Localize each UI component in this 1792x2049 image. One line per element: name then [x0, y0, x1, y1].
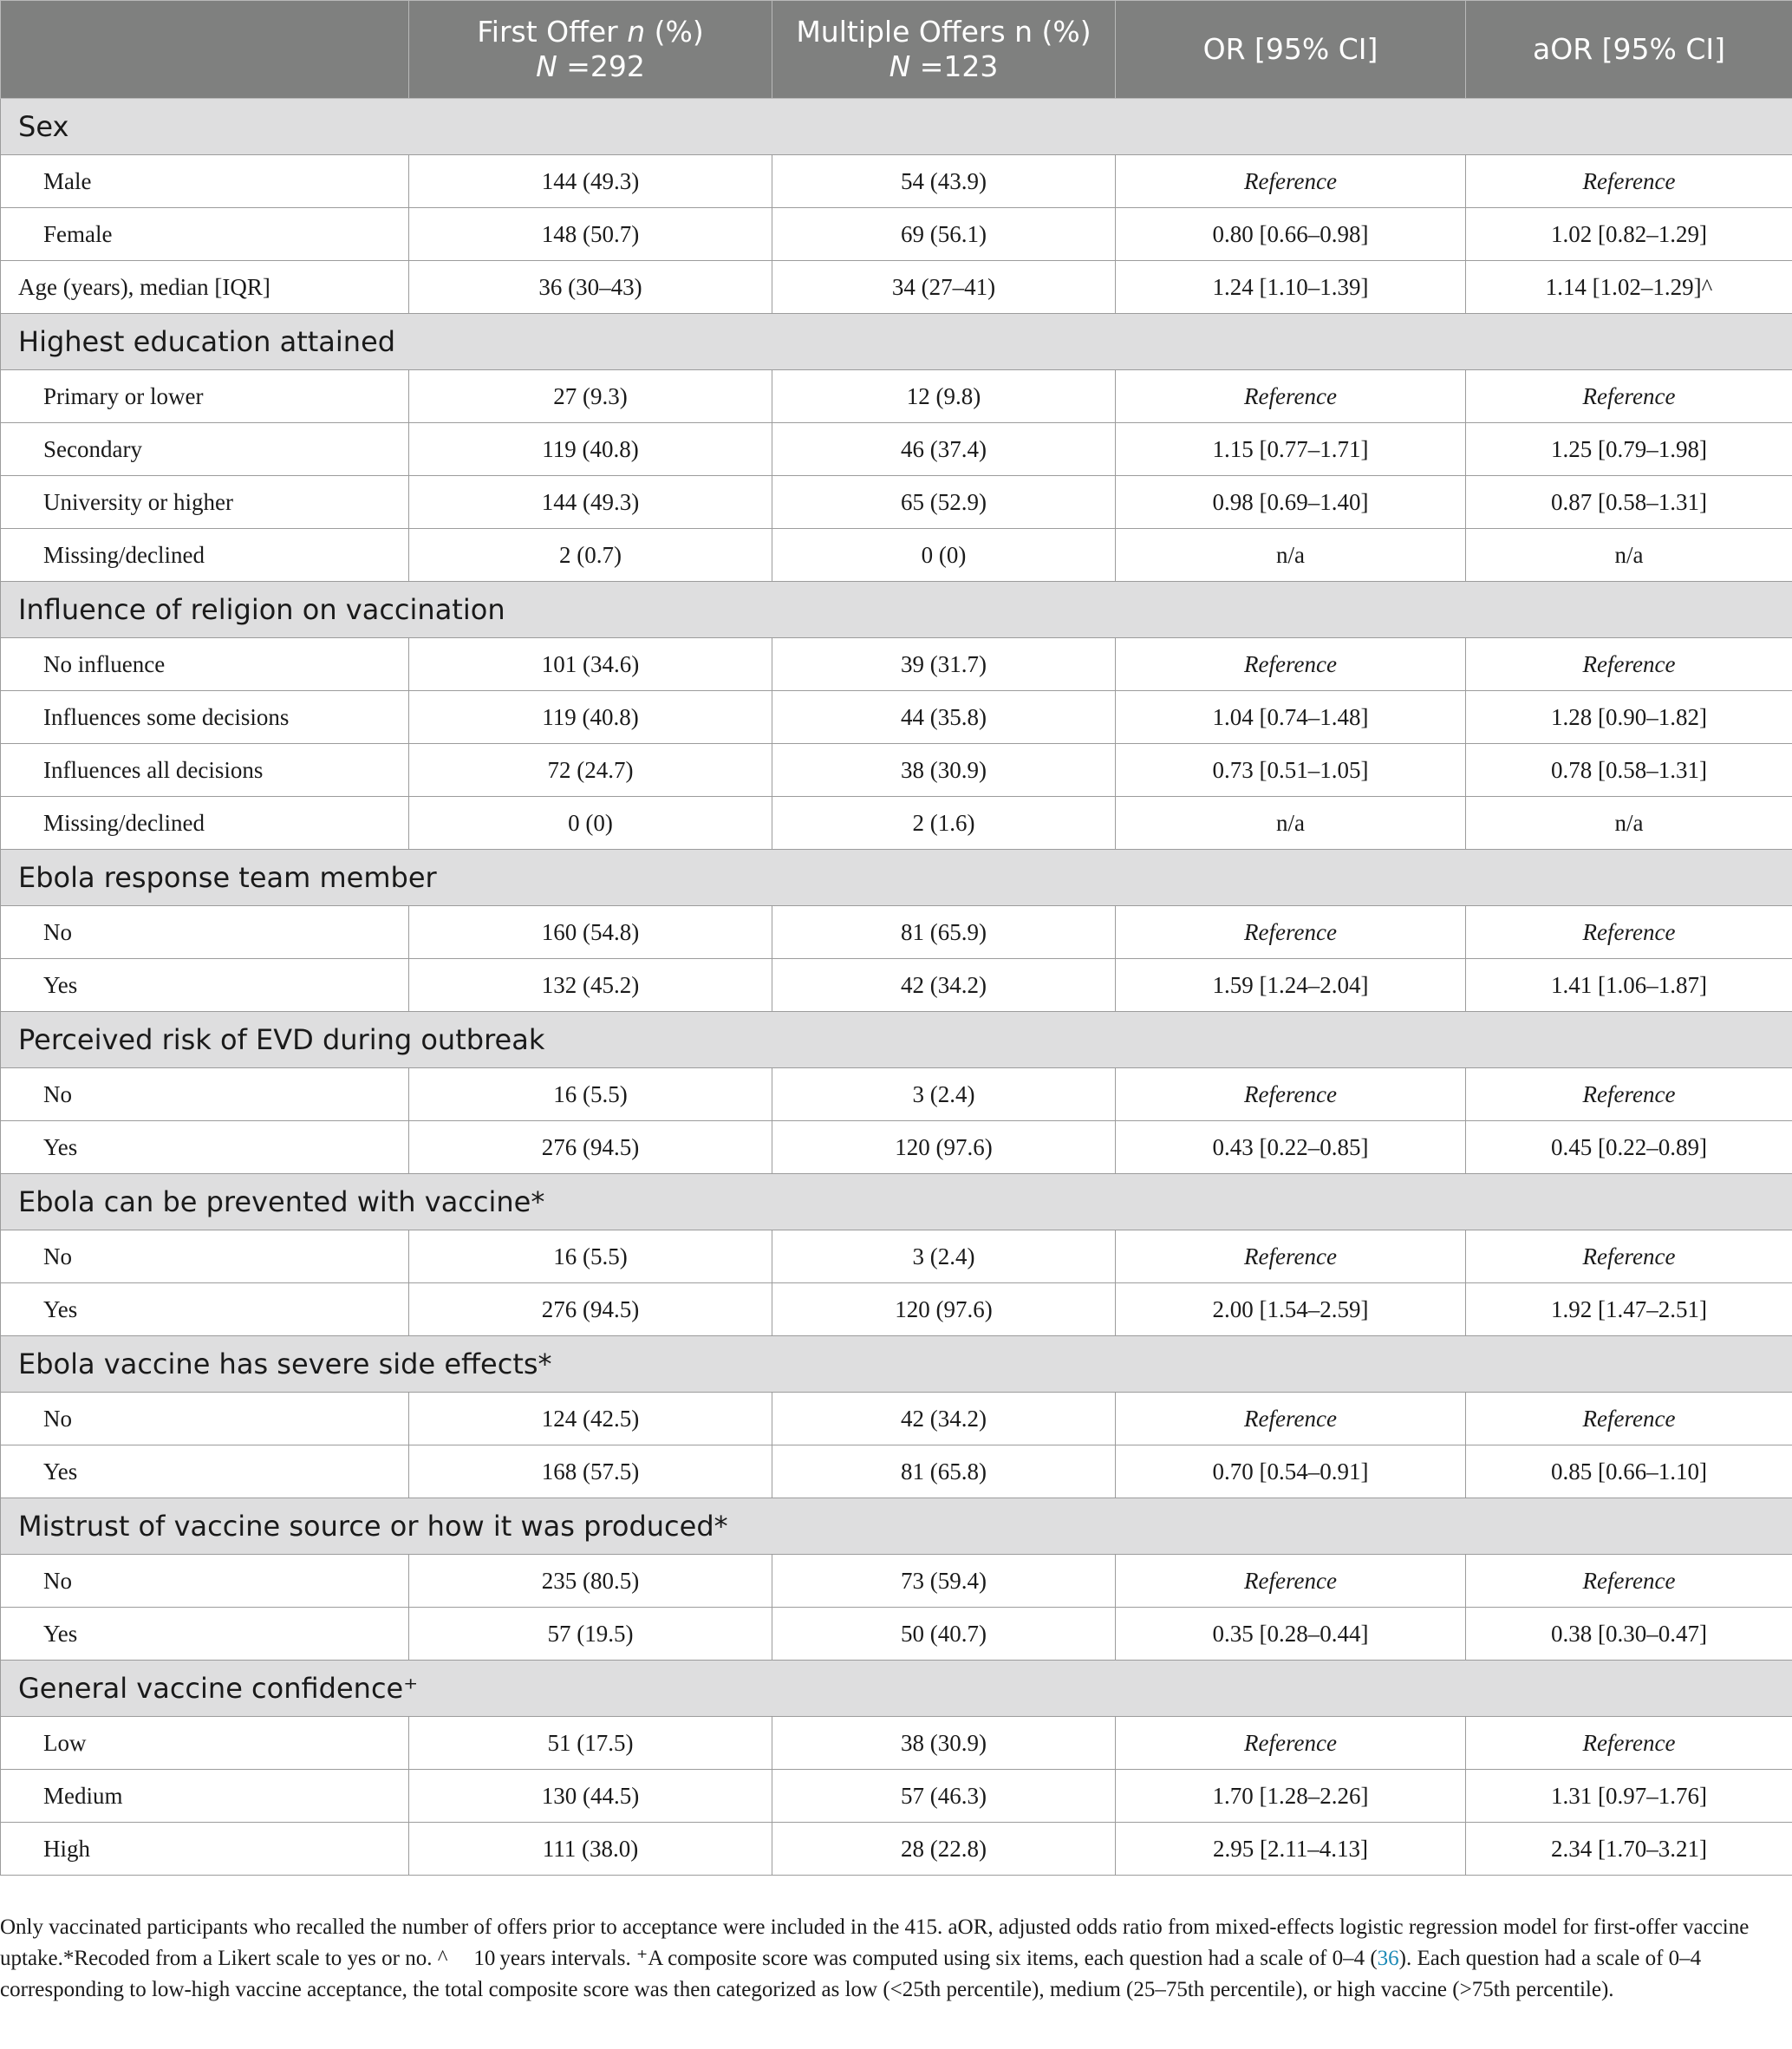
- section-title: Perceived risk of EVD during outbreak: [1, 1012, 1792, 1068]
- or-cell: Reference: [1116, 155, 1466, 208]
- multiple-offers-cell: 38 (30.9): [772, 744, 1116, 797]
- row-label: Age (years), median [IQR]: [1, 261, 409, 314]
- aor-cell: Reference: [1466, 155, 1792, 208]
- first-offer-cell: 51 (17.5): [409, 1717, 772, 1770]
- or-cell: Reference: [1116, 1393, 1466, 1445]
- header-multiple-offers-total: =123: [910, 49, 999, 83]
- or-cell: 0.43 [0.22–0.85]: [1116, 1121, 1466, 1174]
- aor-cell: 0.45 [0.22–0.89]: [1466, 1121, 1792, 1174]
- section-title: Sex: [1, 99, 1792, 155]
- table-row: [1, 1445, 1792, 1498]
- multiple-offers-cell: 12 (9.8): [772, 370, 1116, 423]
- aor-cell: 1.14 [1.02–1.29]^: [1466, 261, 1792, 314]
- or-cell: n/a: [1116, 797, 1466, 850]
- table-row: [1, 691, 1792, 744]
- section-title: Ebola can be prevented with vaccine*: [1, 1174, 1792, 1230]
- or-cell: 0.73 [0.51–1.05]: [1116, 744, 1466, 797]
- first-offer-cell: 160 (54.8): [409, 906, 772, 959]
- multiple-offers-cell: 69 (56.1): [772, 208, 1116, 261]
- table-body: [1, 99, 1792, 1876]
- aor-cell: Reference: [1466, 370, 1792, 423]
- multiple-offers-cell: 3 (2.4): [772, 1068, 1116, 1121]
- row-label: Secondary: [1, 423, 409, 476]
- section-title: General vaccine confidence⁺: [1, 1661, 1792, 1717]
- section-title: Influence of religion on vaccination: [1, 582, 1792, 638]
- multiple-offers-cell: 44 (35.8): [772, 691, 1116, 744]
- header-first-offer-pct: (%): [645, 15, 704, 49]
- row-label: Influences all decisions: [1, 744, 409, 797]
- row-label: Yes: [1, 1608, 409, 1661]
- section-title: Ebola response team member: [1, 850, 1792, 906]
- first-offer-cell: 276 (94.5): [409, 1121, 772, 1174]
- footnote-text-start: Only vaccinated participants who recalled the number of offers prior to acceptance were included in the 415. aOR, adjusted odds ratio from mixed-effects logistic regression model for first-offer vaccine uptake.*Recoded from a Likert scale to yes or no. ^ 10 years intervals. ⁺A composite score was computed using six items, each question had a scale of 0–4 (: [0, 1915, 1750, 1970]
- first-offer-cell: 16 (5.5): [409, 1230, 772, 1283]
- or-cell: Reference: [1116, 906, 1466, 959]
- first-offer-cell: 2 (0.7): [409, 529, 772, 582]
- row-label: Missing/declined: [1, 529, 409, 582]
- first-offer-cell: 144 (49.3): [409, 155, 772, 208]
- table-row: [1, 1823, 1792, 1876]
- footnote-text-end: ). Each question had a scale of 0–4 corresponding to low-high vaccine acceptance, the total composite score was then categorized as low (<25th percentile), medium (25–75th percentile), or high vaccine (>75th percentile).: [0, 1947, 1702, 2001]
- table-row: [1, 208, 1792, 261]
- first-offer-cell: 144 (49.3): [409, 476, 772, 529]
- first-offer-cell: 276 (94.5): [409, 1283, 772, 1336]
- multiple-offers-cell: 38 (30.9): [772, 1717, 1116, 1770]
- or-cell: 1.04 [0.74–1.48]: [1116, 691, 1466, 744]
- multiple-offers-cell: 50 (40.7): [772, 1608, 1116, 1661]
- section-header-row: [1, 314, 1792, 370]
- header-first-offer-n: n: [627, 15, 646, 49]
- row-label: No influence: [1, 638, 409, 691]
- row-label: Low: [1, 1717, 409, 1770]
- or-cell: 1.15 [0.77–1.71]: [1116, 423, 1466, 476]
- header-multiple-offers-line1: Multiple Offers n (%): [796, 15, 1091, 49]
- table-row: [1, 1608, 1792, 1661]
- section-header-row: [1, 1012, 1792, 1068]
- multiple-offers-cell: 120 (97.6): [772, 1121, 1116, 1174]
- table-row: [1, 638, 1792, 691]
- table-row: [1, 1068, 1792, 1121]
- multiple-offers-cell: 39 (31.7): [772, 638, 1116, 691]
- header-first-offer-total: =292: [557, 49, 645, 83]
- table-row: [1, 906, 1792, 959]
- multiple-offers-cell: 42 (34.2): [772, 959, 1116, 1012]
- or-cell: Reference: [1116, 1717, 1466, 1770]
- first-offer-cell: 132 (45.2): [409, 959, 772, 1012]
- table-row: [1, 155, 1792, 208]
- multiple-offers-cell: 28 (22.8): [772, 1823, 1116, 1876]
- first-offer-cell: 119 (40.8): [409, 691, 772, 744]
- aor-cell: Reference: [1466, 1068, 1792, 1121]
- or-cell: 1.24 [1.10–1.39]: [1116, 261, 1466, 314]
- row-label: Male: [1, 155, 409, 208]
- aor-cell: Reference: [1466, 638, 1792, 691]
- row-label: High: [1, 1823, 409, 1876]
- or-cell: Reference: [1116, 638, 1466, 691]
- multiple-offers-cell: 3 (2.4): [772, 1230, 1116, 1283]
- multiple-offers-cell: 81 (65.8): [772, 1445, 1116, 1498]
- table-row: [1, 1283, 1792, 1336]
- section-header-row: [1, 582, 1792, 638]
- aor-cell: Reference: [1466, 1717, 1792, 1770]
- table-header: [1, 1, 1792, 99]
- row-label: Primary or lower: [1, 370, 409, 423]
- aor-cell: Reference: [1466, 906, 1792, 959]
- multiple-offers-cell: 120 (97.6): [772, 1283, 1116, 1336]
- citation-link[interactable]: 36: [1377, 1947, 1399, 1970]
- table-row: [1, 423, 1792, 476]
- section-header-row: [1, 1498, 1792, 1555]
- or-cell: 1.70 [1.28–2.26]: [1116, 1770, 1466, 1823]
- header-first-offer: [409, 1, 772, 99]
- section-header-row: [1, 1661, 1792, 1717]
- table-row: [1, 1121, 1792, 1174]
- first-offer-cell: 119 (40.8): [409, 423, 772, 476]
- multiple-offers-cell: 57 (46.3): [772, 1770, 1116, 1823]
- header-or: OR [95% CI]: [1116, 1, 1466, 99]
- first-offer-cell: 0 (0): [409, 797, 772, 850]
- multiple-offers-cell: 42 (34.2): [772, 1393, 1116, 1445]
- first-offer-cell: 148 (50.7): [409, 208, 772, 261]
- multiple-offers-cell: 81 (65.9): [772, 906, 1116, 959]
- first-offer-cell: 101 (34.6): [409, 638, 772, 691]
- or-cell: 0.98 [0.69–1.40]: [1116, 476, 1466, 529]
- table-row: [1, 370, 1792, 423]
- row-label: No: [1, 906, 409, 959]
- first-offer-cell: 124 (42.5): [409, 1393, 772, 1445]
- table-row: [1, 476, 1792, 529]
- multiple-offers-cell: 46 (37.4): [772, 423, 1116, 476]
- table-row: [1, 744, 1792, 797]
- aor-cell: 0.38 [0.30–0.47]: [1466, 1608, 1792, 1661]
- aor-cell: 1.02 [0.82–1.29]: [1466, 208, 1792, 261]
- row-label: No: [1, 1393, 409, 1445]
- table-row: [1, 1230, 1792, 1283]
- table-row: [1, 261, 1792, 314]
- header-first-offer-label: First Offer: [477, 15, 618, 49]
- or-cell: Reference: [1116, 1230, 1466, 1283]
- table-row: [1, 529, 1792, 582]
- or-cell: 1.59 [1.24–2.04]: [1116, 959, 1466, 1012]
- header-multiple-offers-N: N: [889, 49, 911, 83]
- section-title: Ebola vaccine has severe side effects*: [1, 1336, 1792, 1393]
- or-cell: 0.70 [0.54–0.91]: [1116, 1445, 1466, 1498]
- table-row: [1, 959, 1792, 1012]
- aor-cell: 1.92 [1.47–2.51]: [1466, 1283, 1792, 1336]
- aor-cell: 1.41 [1.06–1.87]: [1466, 959, 1792, 1012]
- header-first-offer-N: N: [536, 49, 557, 83]
- multiple-offers-cell: 34 (27–41): [772, 261, 1116, 314]
- or-cell: 2.95 [2.11–4.13]: [1116, 1823, 1466, 1876]
- section-title: Mistrust of vaccine source or how it was produced*: [1, 1498, 1792, 1555]
- section-header-row: [1, 1336, 1792, 1393]
- aor-cell: n/a: [1466, 529, 1792, 582]
- row-label: Yes: [1, 1121, 409, 1174]
- header-multiple-offers-line2: [781, 49, 1106, 84]
- aor-cell: 0.78 [0.58–1.31]: [1466, 744, 1792, 797]
- multiple-offers-cell: 2 (1.6): [772, 797, 1116, 850]
- first-offer-cell: 111 (38.0): [409, 1823, 772, 1876]
- first-offer-cell: 168 (57.5): [409, 1445, 772, 1498]
- aor-cell: 1.31 [0.97–1.76]: [1466, 1770, 1792, 1823]
- section-header-row: [1, 99, 1792, 155]
- or-cell: Reference: [1116, 370, 1466, 423]
- aor-cell: n/a: [1466, 797, 1792, 850]
- or-cell: Reference: [1116, 1555, 1466, 1608]
- aor-cell: 0.87 [0.58–1.31]: [1466, 476, 1792, 529]
- aor-cell: 0.85 [0.66–1.10]: [1466, 1445, 1792, 1498]
- section-header-row: [1, 850, 1792, 906]
- multiple-offers-cell: 54 (43.9): [772, 155, 1116, 208]
- or-cell: 2.00 [1.54–2.59]: [1116, 1283, 1466, 1336]
- row-label: University or higher: [1, 476, 409, 529]
- first-offer-cell: 235 (80.5): [409, 1555, 772, 1608]
- row-label: Medium: [1, 1770, 409, 1823]
- header-first-offer-line2: [418, 49, 763, 84]
- row-label: Female: [1, 208, 409, 261]
- multiple-offers-cell: 0 (0): [772, 529, 1116, 582]
- row-label: Yes: [1, 959, 409, 1012]
- header-multiple-offers: [772, 1, 1116, 99]
- aor-cell: Reference: [1466, 1555, 1792, 1608]
- or-cell: n/a: [1116, 529, 1466, 582]
- or-cell: 0.35 [0.28–0.44]: [1116, 1608, 1466, 1661]
- section-title: Highest education attained: [1, 314, 1792, 370]
- header-aor: aOR [95% CI]: [1466, 1, 1792, 99]
- row-label: Yes: [1, 1445, 409, 1498]
- header-first-offer-line1: [418, 15, 763, 49]
- row-label: Influences some decisions: [1, 691, 409, 744]
- first-offer-cell: 72 (24.7): [409, 744, 772, 797]
- multiple-offers-cell: 65 (52.9): [772, 476, 1116, 529]
- aor-cell: 1.28 [0.90–1.82]: [1466, 691, 1792, 744]
- table-row: [1, 1717, 1792, 1770]
- aor-cell: 1.25 [0.79–1.98]: [1466, 423, 1792, 476]
- aor-cell: 2.34 [1.70–3.21]: [1466, 1823, 1792, 1876]
- row-label: No: [1, 1068, 409, 1121]
- first-offer-cell: 16 (5.5): [409, 1068, 772, 1121]
- aor-cell: Reference: [1466, 1230, 1792, 1283]
- table-row: [1, 1770, 1792, 1823]
- header-variable: [1, 1, 409, 99]
- header-row: [1, 1, 1792, 99]
- table-row: [1, 1393, 1792, 1445]
- first-offer-cell: 36 (30–43): [409, 261, 772, 314]
- first-offer-cell: 130 (44.5): [409, 1770, 772, 1823]
- or-cell: 0.80 [0.66–0.98]: [1116, 208, 1466, 261]
- table-row: [1, 1555, 1792, 1608]
- row-label: Missing/declined: [1, 797, 409, 850]
- table-footnote: [0, 1912, 1769, 2006]
- row-label: No: [1, 1230, 409, 1283]
- row-label: No: [1, 1555, 409, 1608]
- multiple-offers-cell: 73 (59.4): [772, 1555, 1116, 1608]
- aor-cell: Reference: [1466, 1393, 1792, 1445]
- section-header-row: [1, 1174, 1792, 1230]
- table-row: [1, 797, 1792, 850]
- row-label: Yes: [1, 1283, 409, 1336]
- first-offer-cell: 57 (19.5): [409, 1608, 772, 1661]
- or-cell: Reference: [1116, 1068, 1466, 1121]
- first-offer-cell: 27 (9.3): [409, 370, 772, 423]
